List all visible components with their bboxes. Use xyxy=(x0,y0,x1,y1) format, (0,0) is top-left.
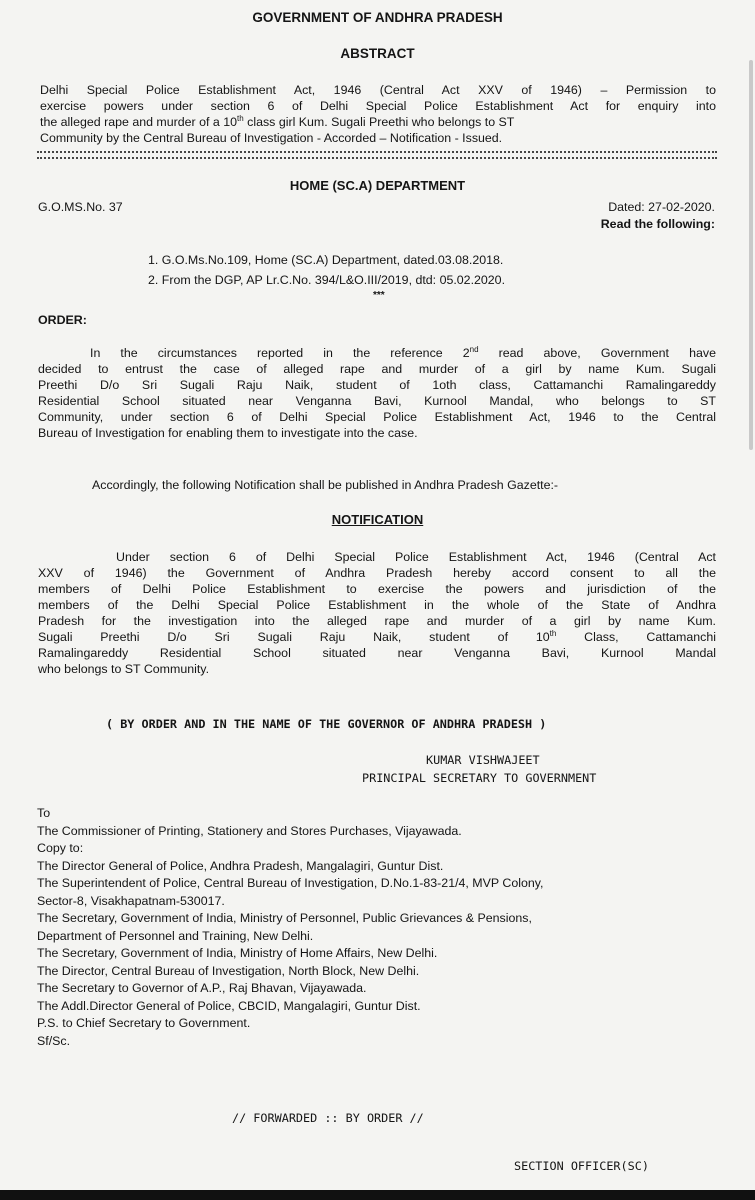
recipient-line: Sector-8, Visakhapatnam-530017. xyxy=(37,893,225,908)
notification-heading: NOTIFICATION xyxy=(331,512,424,527)
abstract-line: Community by the Central Bureau of Investigation - Accorded – Notification - Issued. xyxy=(40,131,503,145)
recipient-line: The Director General of Police, Andhra Pradesh, Mangalagiri, Guntur Dist. xyxy=(37,858,444,873)
dotted-divider xyxy=(37,151,717,153)
notification-line-part: Class, Cattamanchi xyxy=(584,630,716,644)
order-line-part: In the circumstances reported in the reference 2 xyxy=(90,346,470,360)
recipient-line: The Commissioner of Printing, Stationery and Stores Purchases, Vijayawada. xyxy=(37,823,462,838)
recipient-line: The Secretary, Government of India, Ministry of Personnel, Public Grievances & Pensions, xyxy=(37,911,532,925)
notification-line: Pradesh for the investigation into the alleged rape and murder of a girl by name Kum. xyxy=(38,614,716,628)
government-heading: GOVERNMENT OF ANDHRA PRADESH xyxy=(252,10,503,25)
recipient-line: Sf/Sc. xyxy=(37,1033,71,1048)
reference-item: 1. G.O.Ms.No.109, Home (SC.A) Department, dated.03.08.2018. xyxy=(148,253,504,267)
stars-separator: *** xyxy=(373,290,385,301)
order-line: Community, under section 6 of Delhi Special Police Establishment Act, 1946 to the Central xyxy=(38,410,716,424)
recipient-line: The Secretary, Government of India, Ministry of Home Affairs, New Delhi. xyxy=(37,946,438,960)
notification-line: Under section 6 of Delhi Special Police Establishment Act, 1946 (Central Act xyxy=(116,550,716,564)
bottom-bar xyxy=(0,1190,755,1200)
forwarded-line: // FORWARDED :: BY ORDER // xyxy=(232,1111,424,1125)
notification-line: members of Delhi Police Establishment to exercise the powers and jurisdiction of the xyxy=(38,582,716,596)
notification-line: XXV of 1946) the Government of Andhra Pradesh hereby accord consent to all the xyxy=(38,566,716,580)
recipient-list xyxy=(37,805,543,1050)
abstract-line-part: the alleged rape and murder of a 10 xyxy=(40,115,238,129)
superscript: nd xyxy=(469,344,479,354)
notification-line-part: Sugali Preethi D/o Sri Sugali Raju Naik, student of 10 xyxy=(38,630,550,644)
signatory-name: KUMAR VISHWAJEET xyxy=(426,753,540,767)
abstract-line: Delhi Special Police Establishment Act, 1946 (Central Act XXV of 1946) – Permission to xyxy=(40,83,716,97)
read-following: Read the following: xyxy=(600,217,715,231)
by-order-line: ( BY ORDER AND IN THE NAME OF THE GOVERNOR OF ANDHRA PRADESH ) xyxy=(106,717,547,731)
abstract-subject xyxy=(40,82,716,146)
recipient-line: The Superintendent of Police, Central Bureau of Investigation, D.No.1-83-21/4, MVP Colony, xyxy=(37,876,544,890)
recipient-line: P.S. to Chief Secretary to Government. xyxy=(37,1016,251,1030)
order-line: Residential School situated near Venganna Bavi, Kurnool Mandal, who belongs to ST xyxy=(38,394,716,408)
dated: Dated: 27-02-2020. xyxy=(608,200,715,214)
notification-line: who belongs to ST Community. xyxy=(38,662,210,676)
recipient-line: Department of Personnel and Training, New Delhi. xyxy=(37,928,314,943)
notification-line xyxy=(38,629,716,645)
accordingly-text: Accordingly, the following Notification shall be published in Andhra Pradesh Gazette:- xyxy=(92,478,559,492)
order-line: decided to entrust the case of alleged rape and murder of a girl by name Kum. Sugali xyxy=(38,362,716,376)
recipient-line: The Director, Central Bureau of Investigation, North Block, New Delhi. xyxy=(37,963,420,978)
order-line xyxy=(38,345,716,361)
department-heading: HOME (SC.A) DEPARTMENT xyxy=(289,178,466,193)
abstract-heading: ABSTRACT xyxy=(340,46,415,61)
order-line: Preethi D/o Sri Sugali Raju Naik, student of 1oth class, Cattamanchi Ramalingareddy xyxy=(38,378,716,392)
recipient-line: Copy to: xyxy=(37,841,84,855)
go-number: G.O.MS.No. 37 xyxy=(38,200,123,214)
order-heading: ORDER: xyxy=(38,313,87,327)
signatory-title: PRINCIPAL SECRETARY TO GOVERNMENT xyxy=(362,771,597,785)
reference-item: 2. From the DGP, AP Lr.C.No. 394/L&O.III/2019, dtd: 05.02.2020. xyxy=(148,273,506,287)
order-line: Bureau of Investigation for enabling them to investigate into the case. xyxy=(38,426,418,440)
abstract-line: exercise powers under section 6 of Delhi Special Police Establishment Act for enquiry into xyxy=(40,99,716,113)
scrollbar[interactable] xyxy=(749,60,753,450)
dotted-divider xyxy=(37,157,717,159)
superscript: th xyxy=(549,628,557,638)
order-line-part: read above, Government have xyxy=(498,346,716,360)
recipient-line: To xyxy=(37,806,51,820)
superscript: th xyxy=(237,113,244,123)
order-paragraph xyxy=(38,345,716,441)
recipient-line: The Addl.Director General of Police, CBCID, Mangalagiri, Guntur Dist. xyxy=(37,998,421,1013)
notification-paragraph xyxy=(38,549,716,677)
abstract-line-part: class girl Kum. Sugali Preethi who belongs to ST xyxy=(247,115,515,129)
abstract-line xyxy=(40,114,716,130)
section-officer: SECTION OFFICER(SC) xyxy=(514,1159,649,1173)
notification-line: Ramalingareddy Residential School situated near Venganna Bavi, Kurnool Mandal xyxy=(38,646,716,660)
recipient-line: The Secretary to Governor of A.P., Raj Bhavan, Vijayawada. xyxy=(37,981,367,995)
notification-line: members of the Delhi Special Police Establishment in the whole of the State of Andhra xyxy=(38,598,716,612)
